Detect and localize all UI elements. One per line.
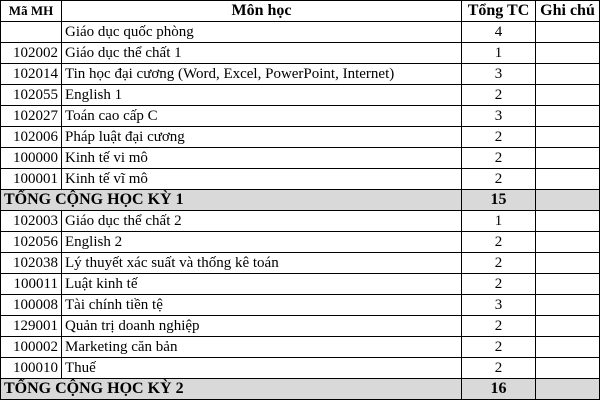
course-note xyxy=(536,211,600,232)
course-credits: 2 xyxy=(462,253,536,274)
table-row xyxy=(1,169,600,190)
course-name: Giáo dục quốc phòng xyxy=(62,22,462,43)
course-name: Kinh tế vĩ mô xyxy=(62,169,462,190)
course-note xyxy=(536,232,600,253)
course-note xyxy=(536,127,600,148)
total-credits: 16 xyxy=(462,379,536,400)
course-credits: 3 xyxy=(462,106,536,127)
table-row xyxy=(1,358,600,379)
course-name: Pháp luật đại cương xyxy=(62,127,462,148)
course-credits: 2 xyxy=(462,358,536,379)
course-credits: 2 xyxy=(462,85,536,106)
course-code: 102038 xyxy=(1,253,62,274)
course-name: Tin học đại cương (Word, Excel, PowerPoint, Internet) xyxy=(62,64,462,85)
course-code: 102002 xyxy=(1,43,62,64)
course-credits: 2 xyxy=(462,232,536,253)
course-name: Marketing căn bản xyxy=(62,337,462,358)
header-credits: Tổng TC xyxy=(462,1,536,22)
course-note xyxy=(536,85,600,106)
course-credits: 1 xyxy=(462,211,536,232)
course-note xyxy=(536,148,600,169)
header-note: Ghi chú xyxy=(536,1,600,22)
semester-1-body xyxy=(1,22,600,211)
course-code: 102027 xyxy=(1,106,62,127)
course-code: 100001 xyxy=(1,169,62,190)
total-label: TỔNG CỘNG HỌC KỲ 2 xyxy=(1,379,462,400)
course-note xyxy=(536,358,600,379)
table-row xyxy=(1,148,600,169)
table-row xyxy=(1,211,600,232)
course-credits: 3 xyxy=(462,295,536,316)
course-name: Tài chính tiền tệ xyxy=(62,295,462,316)
table-row xyxy=(1,316,600,337)
course-name: English 1 xyxy=(62,85,462,106)
course-code xyxy=(1,22,62,43)
course-note xyxy=(536,64,600,85)
semester-2-body xyxy=(1,211,600,400)
course-name: Lý thuyết xác suất và thống kê toán xyxy=(62,253,462,274)
course-name: Thuế xyxy=(62,358,462,379)
table-row xyxy=(1,43,600,64)
course-code: 102003 xyxy=(1,211,62,232)
course-code: 102014 xyxy=(1,64,62,85)
header-subject: Môn học xyxy=(62,1,462,22)
header-row xyxy=(1,1,600,22)
course-name: Giáo dục thể chất 1 xyxy=(62,43,462,64)
table-row xyxy=(1,295,600,316)
course-code: 102006 xyxy=(1,127,62,148)
table-row xyxy=(1,64,600,85)
course-note xyxy=(536,43,600,64)
course-note xyxy=(536,169,600,190)
total-label: TỔNG CỘNG HỌC KỲ 1 xyxy=(1,190,462,211)
course-code: 100000 xyxy=(1,148,62,169)
course-name: Quản trị doanh nghiệp xyxy=(62,316,462,337)
course-credits: 2 xyxy=(462,316,536,337)
table-row xyxy=(1,127,600,148)
course-credits: 2 xyxy=(462,337,536,358)
table-row xyxy=(1,337,600,358)
semester-2-total-row xyxy=(1,379,600,400)
course-name: Giáo dục thể chất 2 xyxy=(62,211,462,232)
course-credits: 2 xyxy=(462,274,536,295)
course-note xyxy=(536,22,600,43)
course-code: 100002 xyxy=(1,337,62,358)
table-row xyxy=(1,274,600,295)
course-credits: 2 xyxy=(462,169,536,190)
table-row xyxy=(1,106,600,127)
course-credits: 1 xyxy=(462,43,536,64)
course-name: Toán cao cấp C xyxy=(62,106,462,127)
course-note xyxy=(536,337,600,358)
total-credits: 15 xyxy=(462,190,536,211)
course-name: Kinh tế vi mô xyxy=(62,148,462,169)
total-note xyxy=(536,379,600,400)
header-code: Mã MH xyxy=(1,1,62,22)
course-name: English 2 xyxy=(62,232,462,253)
course-credits: 2 xyxy=(462,127,536,148)
course-note xyxy=(536,253,600,274)
course-note xyxy=(536,316,600,337)
course-note xyxy=(536,274,600,295)
semester-1-total-row xyxy=(1,190,600,211)
course-code: 100011 xyxy=(1,274,62,295)
course-credits: 3 xyxy=(462,64,536,85)
course-code: 100010 xyxy=(1,358,62,379)
table-row xyxy=(1,232,600,253)
table-row xyxy=(1,253,600,274)
course-credits: 4 xyxy=(462,22,536,43)
course-code: 129001 xyxy=(1,316,62,337)
course-name: Luật kinh tế xyxy=(62,274,462,295)
course-note xyxy=(536,295,600,316)
course-code: 102056 xyxy=(1,232,62,253)
course-credits: 2 xyxy=(462,148,536,169)
table-row xyxy=(1,85,600,106)
table-row xyxy=(1,22,600,43)
course-code: 102055 xyxy=(1,85,62,106)
total-note xyxy=(536,190,600,211)
course-note xyxy=(536,106,600,127)
course-code: 100008 xyxy=(1,295,62,316)
